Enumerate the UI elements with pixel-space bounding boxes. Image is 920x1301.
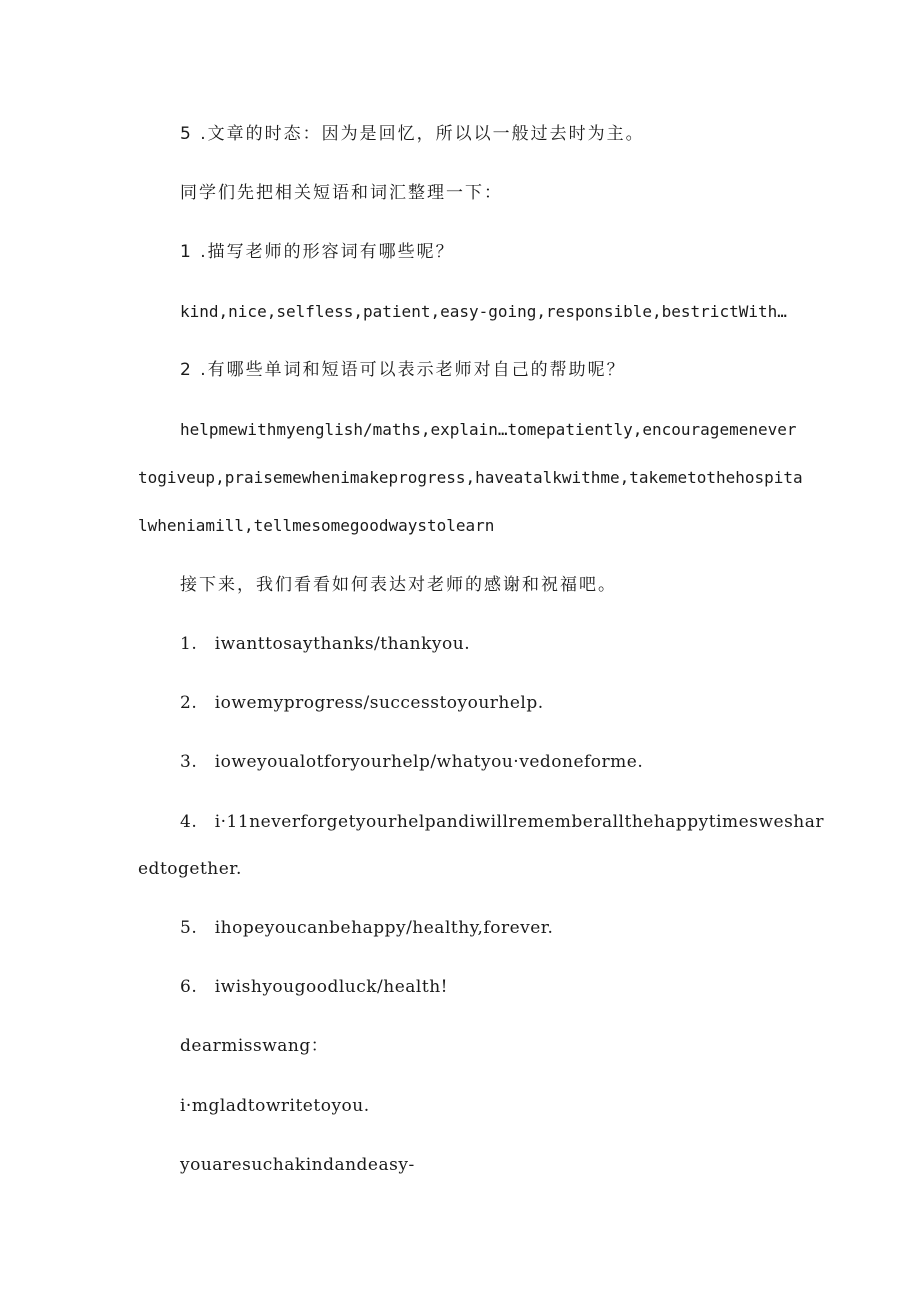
letter-salutation: dearmisswang： xyxy=(180,1036,329,1056)
tense-note: 5 .文章的时态：因为是回忆，所以以一般过去时为主。 xyxy=(180,124,645,144)
thanks-sentence-3: 3. ioweyoualotforyourhelp/whatyou·vedoneforme. xyxy=(180,752,644,772)
thanks-sentence-2: 2. iowemyprogress/successtoyourhelp. xyxy=(180,693,544,713)
thanks-sentence-6: 6. iwishyougoodluck/health! xyxy=(180,977,448,997)
thanks-sentence-1: 1. iwanttosaythanks/thankyou. xyxy=(180,634,471,654)
help-phrases-line-2: togiveup,praisemewhenimakeprogress,haveatalkwithme,takemetothehospita xyxy=(138,468,803,487)
help-phrases-line-1: helpmewithmyenglish/maths,explain…tomepatiently,encouragemenever xyxy=(180,420,797,439)
intro-thanks: 接下来，我们看看如何表达对老师的感谢和祝福吧。 xyxy=(180,575,617,595)
thanks-sentence-4: 4. i·11neverforgetyourhelpandiwillrememberallthehappytimesweshar xyxy=(180,812,825,832)
letter-line-1: i·mgladtowritetoyou. xyxy=(180,1096,370,1116)
thanks-sentence-4-cont: edtogether. xyxy=(138,859,242,879)
help-phrases-line-3: lwheniamill,tellmesomegoodwaystolearn xyxy=(138,516,495,535)
adjective-list: kind,nice,selfless,patient,easy-going,responsible,bestrictWith… xyxy=(180,302,787,321)
question-help-phrases: 2 .有哪些单词和短语可以表示老师对自己的帮助呢？ xyxy=(180,360,626,380)
intro-vocab: 同学们先把相关短语和词汇整理一下： xyxy=(180,183,503,203)
question-adjectives: 1 .描写老师的形容词有哪些呢？ xyxy=(180,242,455,262)
letter-line-2: youaresuchakindandeasy- xyxy=(180,1155,415,1175)
thanks-sentence-5: 5. ihopeyoucanbehappy/healthy,forever. xyxy=(180,918,554,938)
